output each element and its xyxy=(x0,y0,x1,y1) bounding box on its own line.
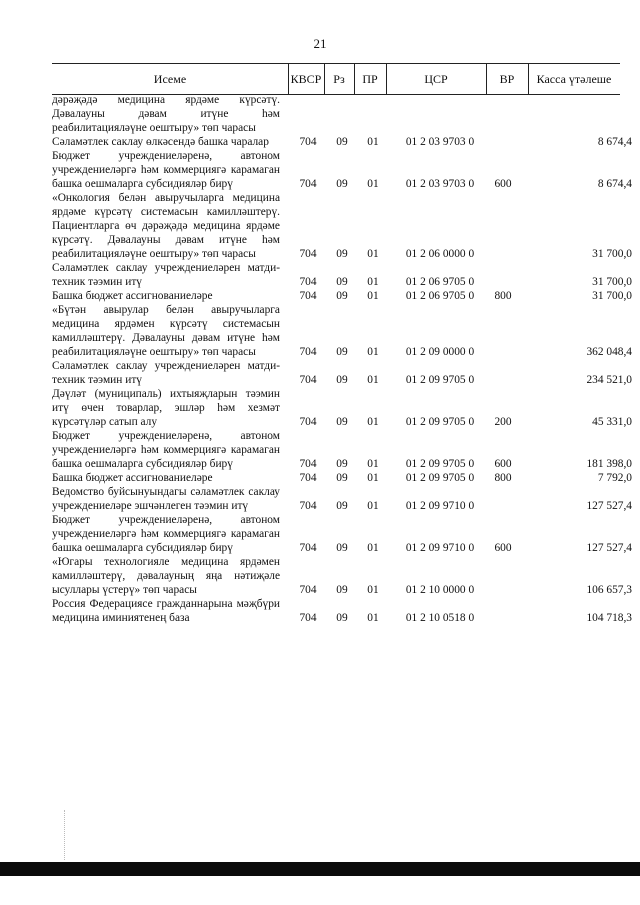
row-kvsr: 704 xyxy=(299,416,317,428)
row-kvsr: 704 xyxy=(299,472,317,484)
row-name: «Югары технологияле медицина ярдәмен камилләштерү, дәвалауның яңа нәтиҗәле ысуллары үстерү» төп чарасы xyxy=(52,556,280,596)
row-rz: 09 xyxy=(336,346,348,358)
page-number: 21 xyxy=(313,36,327,51)
row-rz: 09 xyxy=(336,290,348,302)
row-csr: 01 2 06 0000 0 xyxy=(405,248,475,260)
row-pr: 01 xyxy=(367,276,379,288)
row-rz: 09 xyxy=(336,458,348,470)
row-pr: 01 xyxy=(367,374,379,386)
row-vr: 600 xyxy=(494,178,512,190)
table-row xyxy=(0,289,640,303)
table-row xyxy=(0,135,640,149)
row-sum: 234 521,0 xyxy=(586,374,632,386)
row-csr: 01 2 06 9705 0 xyxy=(405,290,475,302)
header-rz: Рз xyxy=(333,72,345,86)
row-name: Бюджет учреждениеләренә, автоном учреждениеләргә һәм коммерциягә карамаган башка оешмаларга субсидияләр бирү xyxy=(52,514,280,554)
scan-bottom-bar xyxy=(0,862,640,876)
header-pr: ПР xyxy=(362,72,378,86)
row-vr: 800 xyxy=(494,290,512,302)
row-sum: 45 331,0 xyxy=(592,416,632,428)
table-row xyxy=(0,471,640,485)
row-kvsr: 704 xyxy=(299,458,317,470)
row-csr: 01 2 09 9705 0 xyxy=(405,472,475,484)
row-pr: 01 xyxy=(367,290,379,302)
row-rz: 09 xyxy=(336,416,348,428)
row-name: «Бүтән авырулар белән авыручыларга медицина ярдәмен күрсәтү системасын камилләштерү. Дәвалауны дәвам итүне һәм реабилитацияләүне оештыру» төп чарасы xyxy=(52,304,280,358)
row-pr: 01 xyxy=(367,416,379,428)
row-sum: 104 718,3 xyxy=(586,612,632,624)
row-sum: 31 700,0 xyxy=(592,248,632,260)
row-vr: 200 xyxy=(494,416,512,428)
row-sum: 8 674,4 xyxy=(597,178,632,190)
row-kvsr: 704 xyxy=(299,374,317,386)
row-kvsr: 704 xyxy=(299,612,317,624)
row-name: Бюджет учреждениеләренә, автоном учреждениеләргә һәм коммерциягә карамаган башка оешмаларга субсидияләр бирү xyxy=(52,150,280,190)
row-rz: 09 xyxy=(336,612,348,624)
row-rz: 09 xyxy=(336,542,348,554)
row-csr: 01 2 09 9710 0 xyxy=(405,500,475,512)
row-name: Дәүләт (муниципаль) ихтыяҗларын тәэмин итү өчен товарлар, эшләр һәм хезмәт күрсәтүләр сатып алу xyxy=(52,388,280,428)
row-sum: 31 700,0 xyxy=(592,290,632,302)
header-csr: ЦСР xyxy=(424,72,448,86)
row-sum: 362 048,4 xyxy=(586,346,632,358)
row-name: Башка бюджет ассигнованиеләре xyxy=(52,472,213,484)
row-csr: 01 2 09 0000 0 xyxy=(405,346,475,358)
table-row xyxy=(0,359,640,387)
row-sum: 181 398,0 xyxy=(586,458,632,470)
table-row xyxy=(0,387,640,429)
row-pr: 01 xyxy=(367,346,379,358)
row-sum: 31 700,0 xyxy=(592,276,632,288)
row-kvsr: 704 xyxy=(299,584,317,596)
row-kvsr: 704 xyxy=(299,276,317,288)
row-rz: 09 xyxy=(336,500,348,512)
row-rz: 09 xyxy=(336,472,348,484)
row-name: Сәламәтлек саклау учреждениеләрен матди-техник тәэмин итү xyxy=(52,262,280,288)
row-name: Ведомство буйсынуындагы сәламәтлек саклау учреждениеләре эшчәнлеген тәэмин итү xyxy=(52,486,280,512)
table-row xyxy=(0,261,640,289)
row-sum: 127 527,4 xyxy=(586,542,632,554)
table-row xyxy=(0,303,640,359)
row-name: Сәламәтлек саклау учреждениеләрен матди-техник тәэмин итү xyxy=(52,360,280,386)
row-kvsr: 704 xyxy=(299,290,317,302)
table-row xyxy=(0,429,640,471)
row-kvsr: 704 xyxy=(299,136,317,148)
row-pr: 01 xyxy=(367,136,379,148)
table-row xyxy=(0,93,640,135)
row-name: «Онкология белән авыручыларга медицина ярдәме күрсәтү системасын камилләштерү. Пациентларга өч дәрәҗәдә медицина ярдәме күрсәтү. Дәвалауны дәвам итүне һәм реабилитацияләүне оештыру» төп чарасы xyxy=(52,192,280,260)
row-pr: 01 xyxy=(367,542,379,554)
row-csr: 01 2 09 9705 0 xyxy=(405,374,475,386)
row-vr: 800 xyxy=(494,472,512,484)
row-rz: 09 xyxy=(336,248,348,260)
row-csr: 01 2 09 9705 0 xyxy=(405,416,475,428)
header-vr: ВР xyxy=(499,72,515,86)
row-kvsr: 704 xyxy=(299,248,317,260)
row-kvsr: 704 xyxy=(299,346,317,358)
row-pr: 01 xyxy=(367,472,379,484)
row-csr: 01 2 10 0000 0 xyxy=(405,584,475,596)
scan-artifact xyxy=(64,810,66,860)
row-kvsr: 704 xyxy=(299,542,317,554)
row-csr: 01 2 10 0518 0 xyxy=(405,612,475,624)
header-kvsr: КВСР xyxy=(290,72,322,86)
row-csr: 01 2 03 9703 0 xyxy=(405,178,475,190)
row-rz: 09 xyxy=(336,584,348,596)
row-pr: 01 xyxy=(367,584,379,596)
row-pr: 01 xyxy=(367,178,379,190)
table-header xyxy=(52,63,620,95)
row-csr: 01 2 03 9703 0 xyxy=(405,136,475,148)
row-rz: 09 xyxy=(336,276,348,288)
header-name: Исеме xyxy=(153,72,187,86)
row-name: Башка бюджет ассигнованиеләре xyxy=(52,290,213,302)
row-kvsr: 704 xyxy=(299,178,317,190)
row-vr: 600 xyxy=(494,542,512,554)
row-pr: 01 xyxy=(367,612,379,624)
row-sum: 127 527,4 xyxy=(586,500,632,512)
row-sum: 106 657,3 xyxy=(586,584,632,596)
row-rz: 09 xyxy=(336,374,348,386)
row-csr: 01 2 09 9710 0 xyxy=(405,542,475,554)
row-name: Бюджет учреждениеләренә, автоном учреждениеләргә һәм коммерциягә карамаган башка оешмаларга субсидияләр бирү xyxy=(52,430,280,470)
row-rz: 09 xyxy=(336,178,348,190)
row-sum: 7 792,0 xyxy=(597,472,632,484)
table-row xyxy=(0,149,640,191)
row-rz: 09 xyxy=(336,136,348,148)
row-pr: 01 xyxy=(367,458,379,470)
table-row xyxy=(0,191,640,261)
table-row xyxy=(0,485,640,513)
header-sum: Касса үтәлеше xyxy=(536,72,612,86)
row-csr: 01 2 09 9705 0 xyxy=(405,458,475,470)
row-kvsr: 704 xyxy=(299,500,317,512)
row-name: дәрәҗәдә медицина ярдәме күрсәтү. Дәвалауны дәвам итүне һәм реабилитацияләүне оештыру» төп чарасы xyxy=(52,94,280,134)
table-body xyxy=(0,93,640,625)
row-csr: 01 2 06 9705 0 xyxy=(405,276,475,288)
row-vr: 600 xyxy=(494,458,512,470)
row-sum: 8 674,4 xyxy=(597,136,632,148)
row-name: Сәламәтлек саклау өлкәсендә башка чаралар xyxy=(52,136,269,148)
row-pr: 01 xyxy=(367,248,379,260)
table-row xyxy=(0,513,640,555)
table-row xyxy=(0,555,640,597)
row-pr: 01 xyxy=(367,500,379,512)
row-name: Россия Федерациясе гражданнарына мәҗбүри медицина иминиятенең база xyxy=(52,598,280,624)
table-row xyxy=(0,597,640,625)
